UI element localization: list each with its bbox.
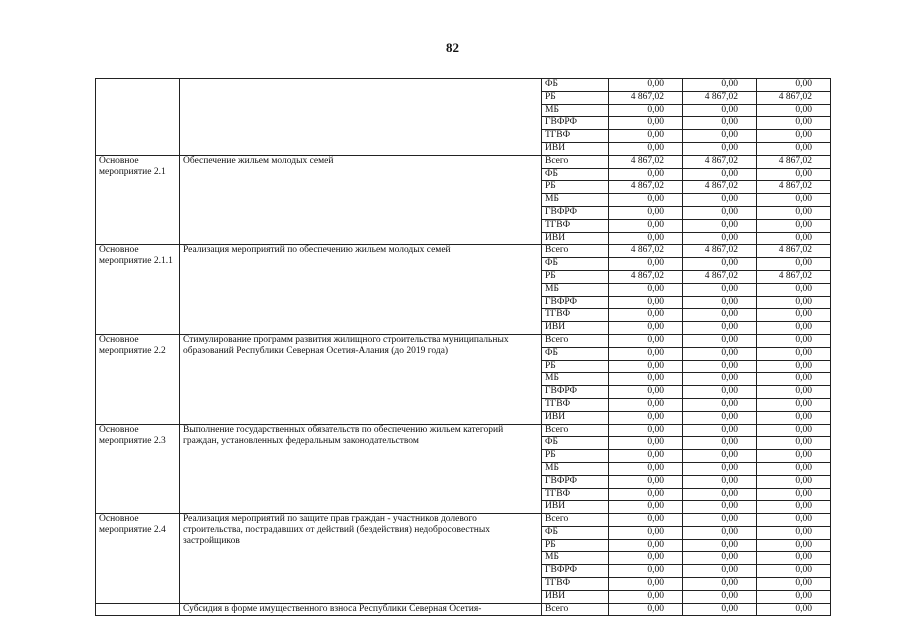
funding-source: ГВФРФ xyxy=(542,475,609,488)
funding-source: ГВФРФ xyxy=(542,117,609,130)
amount-year-1: 0,00 xyxy=(609,475,683,488)
amount-year-3: 0,00 xyxy=(757,539,831,552)
amount-year-1: 0,00 xyxy=(609,411,683,424)
amount-year-1: 0,00 xyxy=(609,117,683,130)
amount-year-1: 0,00 xyxy=(609,501,683,514)
amount-year-1: 0,00 xyxy=(609,219,683,232)
funding-source: ТГВФ xyxy=(542,130,609,143)
amount-year-2: 0,00 xyxy=(683,373,757,386)
amount-year-2: 4 867,02 xyxy=(683,270,757,283)
amount-year-2: 0,00 xyxy=(683,450,757,463)
amount-year-2: 0,00 xyxy=(683,590,757,603)
amount-year-1: 0,00 xyxy=(609,79,683,92)
amount-year-1: 4 867,02 xyxy=(609,245,683,258)
amount-year-3: 0,00 xyxy=(757,526,831,539)
activity-code xyxy=(96,79,180,156)
activity-description xyxy=(180,79,542,156)
amount-year-2: 0,00 xyxy=(683,334,757,347)
funding-source: ИВИ xyxy=(542,142,609,155)
amount-year-1: 0,00 xyxy=(609,168,683,181)
funding-table-body xyxy=(96,79,831,616)
activity-code: Основное мероприятие 2.2 xyxy=(96,334,180,424)
amount-year-2: 4 867,02 xyxy=(683,181,757,194)
amount-year-2: 0,00 xyxy=(683,475,757,488)
activity-description: Обеспечение жильем молодых семей xyxy=(180,155,542,245)
funding-source: РБ xyxy=(542,270,609,283)
funding-source: ИВИ xyxy=(542,411,609,424)
amount-year-2: 0,00 xyxy=(683,603,757,616)
funding-table xyxy=(95,78,831,616)
amount-year-3: 4 867,02 xyxy=(757,155,831,168)
amount-year-2: 0,00 xyxy=(683,526,757,539)
amount-year-1: 0,00 xyxy=(609,424,683,437)
amount-year-2: 0,00 xyxy=(683,398,757,411)
funding-source: РБ xyxy=(542,181,609,194)
table-row xyxy=(96,514,831,527)
funding-source: ИВИ xyxy=(542,590,609,603)
amount-year-3: 0,00 xyxy=(757,104,831,117)
amount-year-2: 0,00 xyxy=(683,232,757,245)
activity-code: Основное мероприятие 2.3 xyxy=(96,424,180,514)
funding-source: Всего xyxy=(542,603,609,616)
amount-year-3: 0,00 xyxy=(757,386,831,399)
activity-description: Выполнение государственных обязательств по обеспечению жильем категорий граждан, установленных федеральным законодательством xyxy=(180,424,542,514)
amount-year-3: 0,00 xyxy=(757,360,831,373)
amount-year-1: 0,00 xyxy=(609,142,683,155)
amount-year-3: 0,00 xyxy=(757,79,831,92)
funding-source: ТГВФ xyxy=(542,219,609,232)
amount-year-2: 0,00 xyxy=(683,488,757,501)
funding-source: ИВИ xyxy=(542,501,609,514)
amount-year-2: 0,00 xyxy=(683,578,757,591)
amount-year-3: 0,00 xyxy=(757,258,831,271)
funding-source: ТГВФ xyxy=(542,578,609,591)
amount-year-1: 0,00 xyxy=(609,578,683,591)
funding-source: МБ xyxy=(542,373,609,386)
activity-description: Реализация мероприятий по обеспечению жильем молодых семей xyxy=(180,245,542,335)
amount-year-2: 0,00 xyxy=(683,347,757,360)
table-row xyxy=(96,155,831,168)
amount-year-1: 0,00 xyxy=(609,296,683,309)
amount-year-2: 0,00 xyxy=(683,206,757,219)
amount-year-2: 0,00 xyxy=(683,283,757,296)
amount-year-3: 0,00 xyxy=(757,475,831,488)
amount-year-2: 0,00 xyxy=(683,130,757,143)
funding-source: МБ xyxy=(542,462,609,475)
amount-year-1: 0,00 xyxy=(609,488,683,501)
amount-year-1: 0,00 xyxy=(609,590,683,603)
amount-year-3: 0,00 xyxy=(757,514,831,527)
funding-source: МБ xyxy=(542,283,609,296)
amount-year-2: 0,00 xyxy=(683,309,757,322)
amount-year-2: 4 867,02 xyxy=(683,155,757,168)
amount-year-3: 0,00 xyxy=(757,296,831,309)
activity-code: Основное мероприятие 2.1.1 xyxy=(96,245,180,335)
amount-year-3: 0,00 xyxy=(757,501,831,514)
amount-year-3: 0,00 xyxy=(757,437,831,450)
amount-year-1: 0,00 xyxy=(609,526,683,539)
funding-source: ГВФРФ xyxy=(542,296,609,309)
amount-year-1: 0,00 xyxy=(609,283,683,296)
amount-year-1: 0,00 xyxy=(609,552,683,565)
amount-year-1: 0,00 xyxy=(609,539,683,552)
funding-source: ФБ xyxy=(542,347,609,360)
amount-year-3: 0,00 xyxy=(757,117,831,130)
activity-description: Реализация мероприятий по защите прав граждан - участников долевого строительства, пострадавших от действий (бездействия) недобросовестных застройщиков xyxy=(180,514,542,604)
amount-year-1: 0,00 xyxy=(609,309,683,322)
amount-year-2: 0,00 xyxy=(683,539,757,552)
amount-year-1: 0,00 xyxy=(609,347,683,360)
funding-source: Всего xyxy=(542,514,609,527)
table-row xyxy=(96,245,831,258)
table-row xyxy=(96,334,831,347)
funding-source: ФБ xyxy=(542,437,609,450)
funding-source: Всего xyxy=(542,245,609,258)
activity-description: Субсидия в форме имущественного взноса Республики Северная Осетия- xyxy=(180,603,542,616)
amount-year-2: 0,00 xyxy=(683,437,757,450)
amount-year-2: 0,00 xyxy=(683,462,757,475)
funding-source: ИВИ xyxy=(542,232,609,245)
amount-year-2: 0,00 xyxy=(683,168,757,181)
amount-year-3: 0,00 xyxy=(757,411,831,424)
amount-year-2: 0,00 xyxy=(683,258,757,271)
amount-year-2: 0,00 xyxy=(683,322,757,335)
funding-source: ФБ xyxy=(542,79,609,92)
funding-source: МБ xyxy=(542,194,609,207)
amount-year-3: 0,00 xyxy=(757,168,831,181)
amount-year-1: 0,00 xyxy=(609,398,683,411)
funding-source: ФБ xyxy=(542,258,609,271)
amount-year-3: 4 867,02 xyxy=(757,245,831,258)
amount-year-2: 0,00 xyxy=(683,296,757,309)
funding-source: ТГВФ xyxy=(542,309,609,322)
amount-year-2: 0,00 xyxy=(683,424,757,437)
amount-year-3: 0,00 xyxy=(757,232,831,245)
funding-source: Всего xyxy=(542,424,609,437)
funding-source: Всего xyxy=(542,155,609,168)
amount-year-3: 4 867,02 xyxy=(757,181,831,194)
amount-year-1: 0,00 xyxy=(609,462,683,475)
funding-source: ИВИ xyxy=(542,322,609,335)
amount-year-1: 0,00 xyxy=(609,386,683,399)
amount-year-3: 4 867,02 xyxy=(757,270,831,283)
activity-code: Основное мероприятие 2.1 xyxy=(96,155,180,245)
amount-year-3: 0,00 xyxy=(757,488,831,501)
funding-source: ТГВФ xyxy=(542,488,609,501)
amount-year-3: 0,00 xyxy=(757,424,831,437)
funding-source: РБ xyxy=(542,450,609,463)
amount-year-3: 0,00 xyxy=(757,578,831,591)
amount-year-3: 0,00 xyxy=(757,373,831,386)
amount-year-1: 0,00 xyxy=(609,130,683,143)
funding-source: ГВФРФ xyxy=(542,565,609,578)
funding-source: МБ xyxy=(542,552,609,565)
amount-year-1: 0,00 xyxy=(609,322,683,335)
amount-year-3: 0,00 xyxy=(757,603,831,616)
amount-year-1: 4 867,02 xyxy=(609,91,683,104)
funding-source: ГВФРФ xyxy=(542,206,609,219)
amount-year-3: 0,00 xyxy=(757,206,831,219)
amount-year-1: 4 867,02 xyxy=(609,270,683,283)
amount-year-3: 0,00 xyxy=(757,334,831,347)
amount-year-1: 4 867,02 xyxy=(609,155,683,168)
table-row xyxy=(96,424,831,437)
amount-year-2: 0,00 xyxy=(683,552,757,565)
amount-year-2: 0,00 xyxy=(683,79,757,92)
amount-year-2: 0,00 xyxy=(683,219,757,232)
amount-year-1: 0,00 xyxy=(609,194,683,207)
amount-year-2: 4 867,02 xyxy=(683,91,757,104)
funding-source: РБ xyxy=(542,91,609,104)
amount-year-3: 0,00 xyxy=(757,322,831,335)
activity-description: Стимулирование программ развития жилищного строительства муниципальных образований Республики Северная Осетия-Алания (до 2019 года) xyxy=(180,334,542,424)
amount-year-3: 0,00 xyxy=(757,347,831,360)
page-number: 82 xyxy=(446,40,459,55)
amount-year-2: 0,00 xyxy=(683,514,757,527)
amount-year-2: 0,00 xyxy=(683,104,757,117)
table-row xyxy=(96,603,831,616)
funding-source: Всего xyxy=(542,334,609,347)
amount-year-2: 0,00 xyxy=(683,386,757,399)
amount-year-1: 4 867,02 xyxy=(609,181,683,194)
funding-source: РБ xyxy=(542,539,609,552)
amount-year-3: 0,00 xyxy=(757,283,831,296)
funding-source: ФБ xyxy=(542,168,609,181)
amount-year-3: 4 867,02 xyxy=(757,91,831,104)
amount-year-3: 0,00 xyxy=(757,450,831,463)
amount-year-2: 0,00 xyxy=(683,194,757,207)
funding-source: МБ xyxy=(542,104,609,117)
amount-year-1: 0,00 xyxy=(609,104,683,117)
activity-code xyxy=(96,603,180,616)
amount-year-1: 0,00 xyxy=(609,565,683,578)
funding-source: ФБ xyxy=(542,526,609,539)
amount-year-3: 0,00 xyxy=(757,309,831,322)
amount-year-1: 0,00 xyxy=(609,206,683,219)
amount-year-3: 0,00 xyxy=(757,565,831,578)
amount-year-3: 0,00 xyxy=(757,552,831,565)
amount-year-1: 0,00 xyxy=(609,514,683,527)
amount-year-3: 0,00 xyxy=(757,462,831,475)
amount-year-1: 0,00 xyxy=(609,373,683,386)
amount-year-3: 0,00 xyxy=(757,142,831,155)
amount-year-2: 4 867,02 xyxy=(683,245,757,258)
amount-year-2: 0,00 xyxy=(683,360,757,373)
activity-code: Основное мероприятие 2.4 xyxy=(96,514,180,604)
amount-year-1: 0,00 xyxy=(609,603,683,616)
amount-year-1: 0,00 xyxy=(609,437,683,450)
amount-year-2: 0,00 xyxy=(683,117,757,130)
amount-year-1: 0,00 xyxy=(609,360,683,373)
amount-year-2: 0,00 xyxy=(683,501,757,514)
funding-source: РБ xyxy=(542,360,609,373)
amount-year-2: 0,00 xyxy=(683,565,757,578)
amount-year-2: 0,00 xyxy=(683,142,757,155)
amount-year-1: 0,00 xyxy=(609,450,683,463)
amount-year-3: 0,00 xyxy=(757,194,831,207)
amount-year-3: 0,00 xyxy=(757,130,831,143)
funding-source: ГВФРФ xyxy=(542,386,609,399)
table-row xyxy=(96,79,831,92)
amount-year-1: 0,00 xyxy=(609,232,683,245)
amount-year-1: 0,00 xyxy=(609,334,683,347)
amount-year-3: 0,00 xyxy=(757,398,831,411)
amount-year-2: 0,00 xyxy=(683,411,757,424)
amount-year-3: 0,00 xyxy=(757,219,831,232)
amount-year-1: 0,00 xyxy=(609,258,683,271)
amount-year-3: 0,00 xyxy=(757,590,831,603)
funding-source: ТГВФ xyxy=(542,398,609,411)
